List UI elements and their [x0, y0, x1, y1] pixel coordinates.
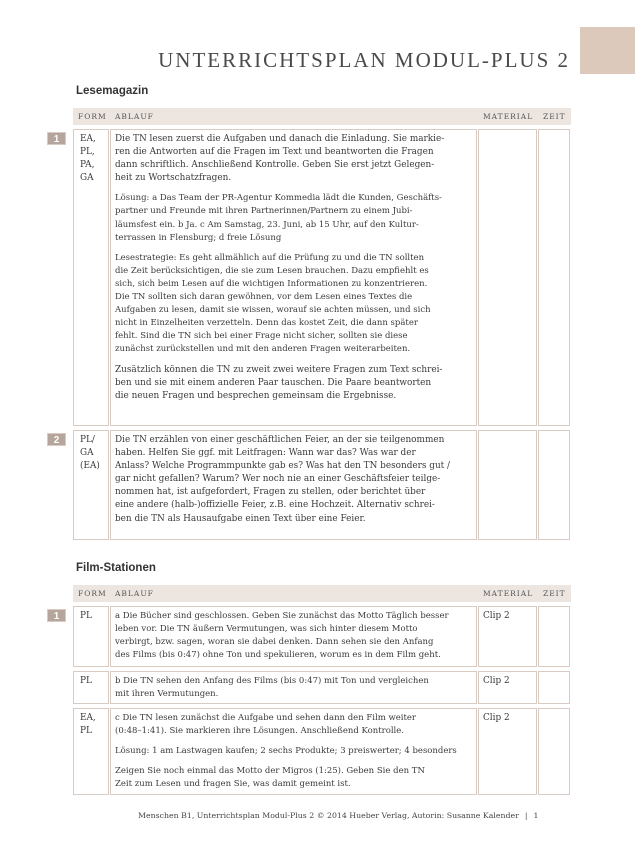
ablauf-paragraph: a Die Bücher sind geschlossen. Geben Sie zunächst das Motto Täglich besser leben vor. Die TN äußern Vermutungen, was sich hinter diesem Motto verbirgt, bzw. sagen, woran sie dabei denken. Dann sehen sie den Anfang des Films (bis 0:47) ohne Ton und spekulieren, worum es in dem Film geht. — [115, 611, 449, 661]
solution-paragraph: Lösung: a Das Team der PR-Agentur Kommedia lädt die Kunden, Geschäfts- partner und Freunde mit ihren Partnerinnen/Partnern zu einem Jubi- läumsfest ein. b Ja. c Am Samstag, 23. Juni, ab 15 Uhr, auf den Kultur- terrassen in Flensburg; d freie Lösung — [115, 193, 442, 243]
table-header — [73, 108, 571, 125]
footer-separator: | — [524, 811, 528, 820]
col-header-material: MATERIAL — [483, 589, 534, 598]
table-row — [53, 606, 571, 667]
ablauf-cell — [110, 708, 477, 795]
ablauf-paragraph: Die TN lesen zuerst die Aufgaben und danach die Einladung. Sie markie- ren die Antworten auf die Fragen im Text und beantworten die Fragen dann schriftlich. Anschließend Kontrolle. Geben Sie erst jetzt Gelegen- heit zu Wortschatzfragen. — [115, 134, 445, 184]
material-cell: Clip 2 — [478, 606, 537, 667]
form-cell: EA, PL — [73, 708, 109, 795]
form-cell: PL — [73, 671, 109, 704]
col-header-ablauf: ABLAUF — [115, 112, 154, 121]
form-cell: PL/ GA (EA) — [73, 430, 109, 540]
form-cell: EA, PL, PA, GA — [73, 129, 109, 426]
step-number-badge: 1 — [47, 132, 66, 145]
footer-text: Menschen B1, Unterrichtsplan Modul-Plus 2 © 2014 Hueber Verlag, Autorin: Susanne Kalender — [138, 811, 519, 820]
corner-accent-box — [580, 27, 635, 74]
ablauf-paragraph: Die TN erzählen von einer geschäftlichen Feier, an der sie teilgenommen haben. Helfen Sie ggf. mit Leitfragen: Wann war das? Was war der Anlass? Welche Programmpunkte gab es? Was hat den TN besonders gut / gar nicht gefallen? Warum? Wer noch nie an einer Geschäftsfeier teilge- nommen hat, ist aufgefordert, Fragen zu stellen, oder berichtet über eine andere (halb-)offizielle Feier, z.B. eine Hochzeit. Alternativ schrei- ben die TN als Hausaufgabe einen Text über eine Feier. — [115, 435, 451, 524]
col-header-zeit: ZEIT — [543, 589, 566, 598]
ablauf-paragraph: Zeigen Sie noch einmal das Motto der Migros (1:25). Geben Sie den TN Zeit zum Lesen und fragen Sie, was damit gemeint ist. — [115, 766, 425, 790]
zeit-cell — [538, 671, 570, 704]
step-number-badge: 2 — [47, 433, 66, 446]
ablauf-paragraph: Zusätzlich können die TN zu zweit zwei weitere Fragen zum Text schrei- ben und sie mit einem anderen Paar tauschen. Die Paare beantworten die neuen Fragen und besprechen gemeinsam die Ergebnisse. — [115, 364, 443, 401]
page-title: UNTERRICHTSPLAN MODUL-PLUS 2 — [158, 48, 570, 72]
ablauf-cell — [110, 430, 477, 540]
table-header — [73, 585, 571, 602]
page-footer — [138, 811, 538, 820]
form-cell: PL — [73, 606, 109, 667]
solution-paragraph: Lösung: 1 am Lastwagen kaufen; 2 sechs Produkte; 3 preiswerter; 4 besonders — [115, 746, 457, 757]
table-film-stationen — [53, 585, 571, 795]
strategy-paragraph: Lesestrategie: Es geht allmählich auf die Prüfung zu und die TN sollten die Zeit berücksichtigen, die sie zum Lesen brauchen. Dazu empfiehlt es sich, sich beim Lesen auf die wichtigen Informationen zu konzentrieren. Die TN sollten sich daran gewöhnen, vor dem Lesen eines Textes die Aufgaben zu lesen, damit sie wissen, worauf sie achten müssen, und sich nicht in Einzelheiten verzetteln. Denn das kostet Zeit, die dann später fehlt. Sind die TN sich bei einer Frage nicht sicher, sollten sie diese zunächst zurückstellen und mit den anderen Fragen weiterarbeiten. — [115, 252, 431, 355]
zeit-cell — [538, 606, 570, 667]
section-title-film-stationen: Film-Stationen — [76, 562, 156, 574]
zeit-cell — [538, 129, 570, 426]
ablauf-paragraph: b Die TN sehen den Anfang des Films (bis 0:47) mit Ton und vergleichen mit ihren Vermutungen. — [115, 676, 429, 700]
zeit-cell — [538, 708, 570, 795]
col-header-form: FORM — [78, 589, 107, 598]
col-header-zeit: ZEIT — [543, 112, 566, 121]
table-row — [53, 129, 571, 426]
section-title-lesemagazin: Lesemagazin — [76, 85, 149, 97]
step-number-badge: 1 — [47, 609, 66, 622]
table-row — [53, 430, 571, 540]
table-row — [73, 671, 571, 704]
material-cell — [478, 129, 537, 426]
ablauf-cell — [110, 129, 477, 426]
col-header-ablauf: ABLAUF — [115, 589, 154, 598]
material-cell: Clip 2 — [478, 671, 537, 704]
col-header-form: FORM — [78, 112, 107, 121]
ablauf-paragraph: c Die TN lesen zunächst die Aufgabe und sehen dann den Film weiter (0:48–1:41). Sie markieren ihre Lösungen. Anschließend Kontrolle. — [115, 713, 416, 737]
page-number: 1 — [533, 811, 539, 820]
ablauf-cell — [110, 606, 477, 667]
col-header-material: MATERIAL — [483, 112, 534, 121]
table-lesemagazin — [53, 108, 571, 540]
material-cell: Clip 2 — [478, 708, 537, 795]
zeit-cell — [538, 430, 570, 540]
material-cell — [478, 430, 537, 540]
table-row — [73, 708, 571, 795]
ablauf-cell — [110, 671, 477, 704]
